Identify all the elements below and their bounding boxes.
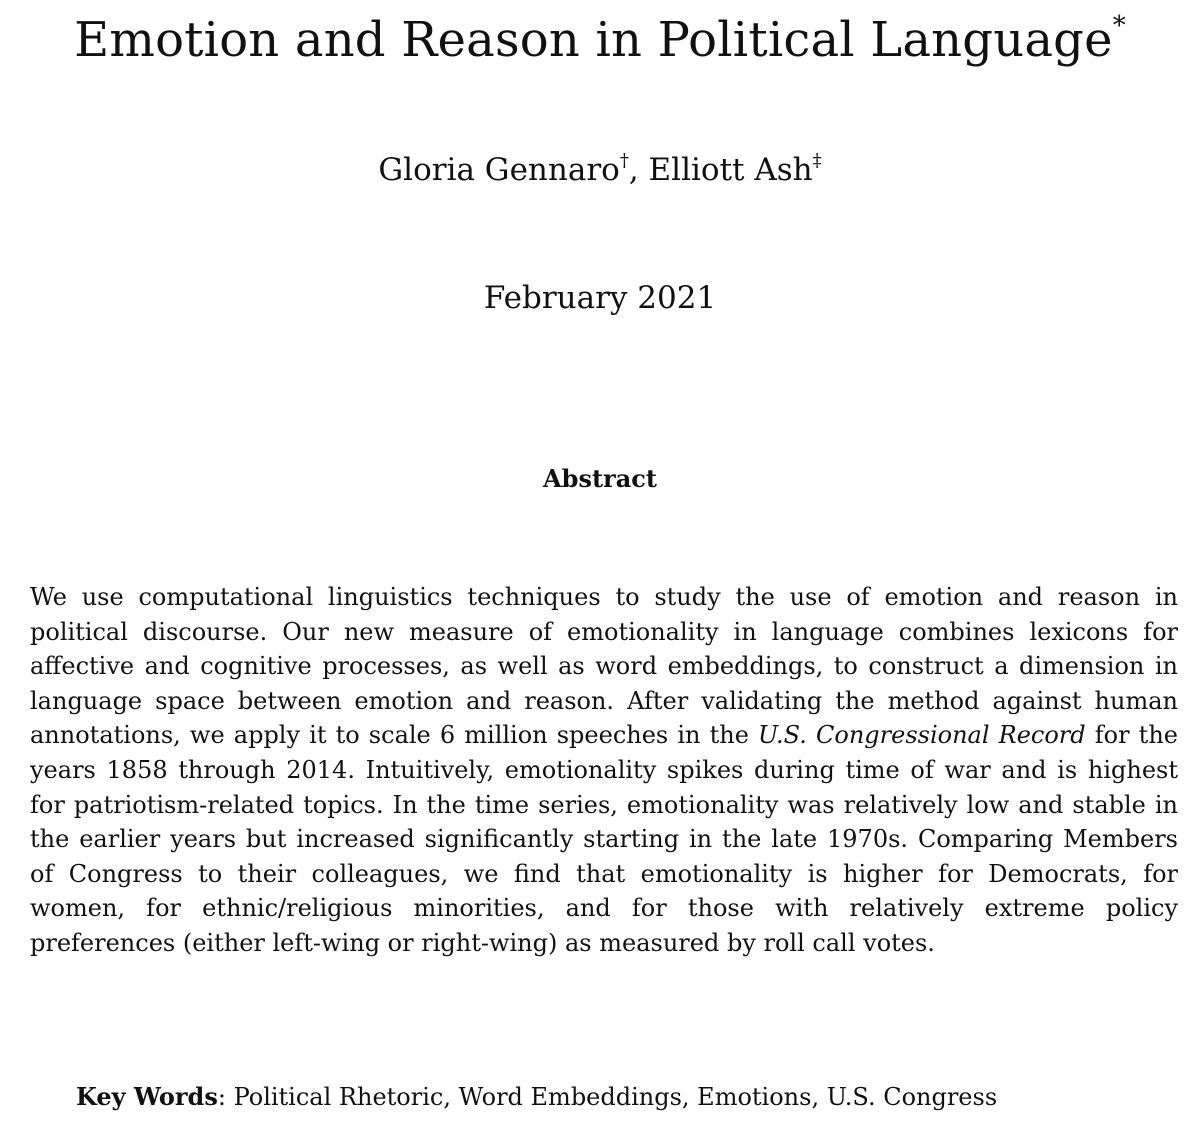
abstract-text-part2: for the years 1858 through 2014. Intuitively, emotionality spikes during time of war and is highest for patriotism-related topics. In the time series, emotionality was relatively low and stable in the earlier years but increased significantly starting in the late 1970s. Comparing Members of Congress to their colleagues, we find that emotionality is higher for Democrats, for women, for ethnic/religious minorities, and for those with relatively extreme policy preferences (either left-wing or right-wing) as measured by roll call votes. <box>30 721 1178 957</box>
title-footnote-mark: * <box>1112 11 1126 41</box>
author-name: Gloria Gennaro <box>378 152 620 188</box>
abstract-heading: Abstract <box>543 464 657 493</box>
keywords-separator: : <box>217 1083 234 1111</box>
author-name: Elliott Ash <box>648 152 813 188</box>
author-footnote-mark: † <box>619 150 629 171</box>
paper-title <box>0 8 1200 72</box>
publication-date: February 2021 <box>483 280 717 316</box>
author-footnote-mark: ‡ <box>812 150 822 171</box>
paper-title-text: Emotion and Reason in Political Language <box>74 12 1113 68</box>
abstract-text-part1: We use computational linguistics techniques to study the use of emotion and reason in political discourse. Our new measure of emotionality in language combines lexicons for affective and cognitive processes, as well as word embeddings, to construct a dimension in language space between emotion and reason. After validating the method against human annotations, we apply it to scale 6 million speeches in the <box>30 583 1178 750</box>
keywords-line <box>76 1080 1176 1114</box>
abstract-body <box>30 580 1178 961</box>
author-separator: , <box>628 152 649 188</box>
keywords-text: Political Rhetoric, Word Embeddings, Emotions, U.S. Congress <box>233 1083 998 1111</box>
abstract-text-italic: U.S. Congressional Record <box>758 721 1086 750</box>
author-list <box>0 148 1200 192</box>
keywords-label: Key Words <box>76 1082 218 1111</box>
